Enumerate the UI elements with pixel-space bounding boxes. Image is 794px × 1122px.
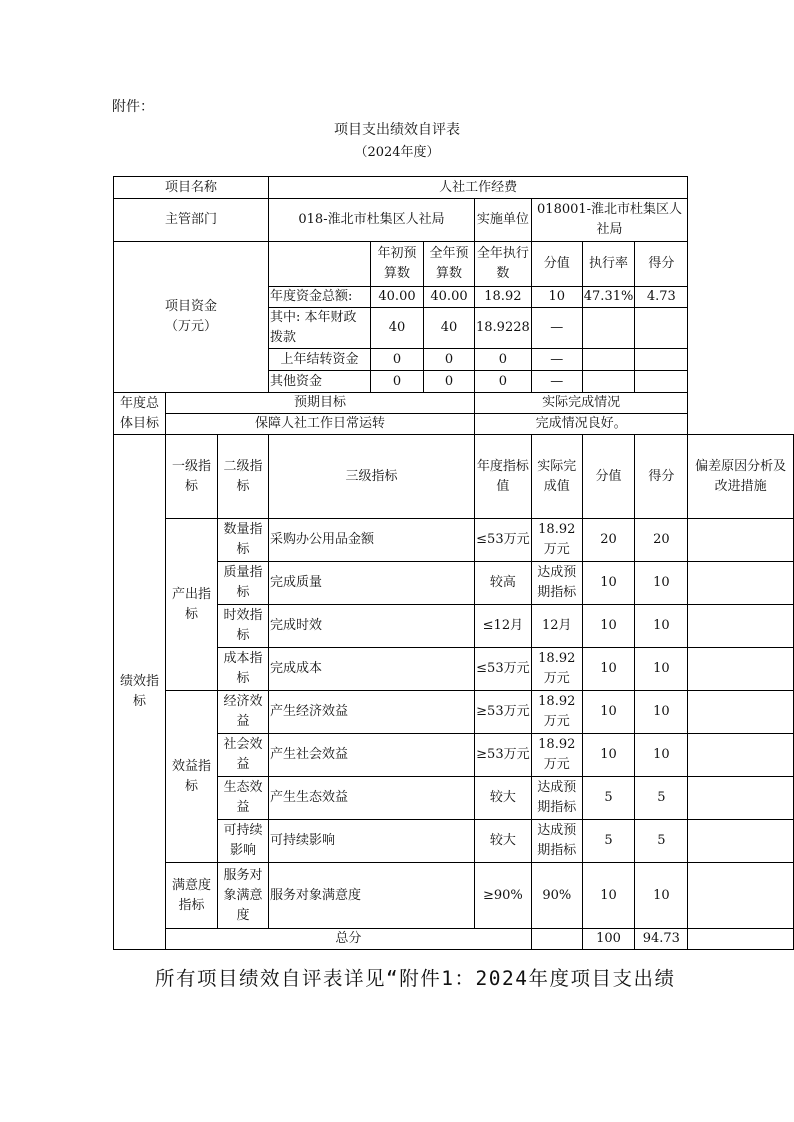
expected-goal-value: 保障人社工作日常运转	[166, 414, 475, 435]
value-cell: 5	[582, 777, 635, 820]
deviation-cell	[688, 519, 794, 562]
header-level2: 二级指标	[218, 435, 269, 519]
deviation-cell	[688, 863, 794, 929]
funds-label	[114, 242, 269, 393]
level2-cell: 时效指标	[218, 605, 269, 648]
value-cell: 10	[582, 562, 635, 605]
fund-row-value: —	[531, 371, 582, 393]
fund-row-exec: 18.9228	[475, 308, 532, 349]
target-cell: 较高	[475, 562, 532, 605]
score-cell: 5	[635, 777, 688, 820]
header-target: 年度指标值	[475, 435, 532, 519]
level3-cell: 采购办公用品金额	[269, 519, 475, 562]
deviation-cell	[688, 648, 794, 691]
fund-row-annual: 40	[424, 308, 475, 349]
total-deviation	[688, 929, 794, 950]
attachment-label: 附件：	[112, 99, 154, 115]
deviation-cell	[688, 605, 794, 648]
fund-row-value: —	[531, 308, 582, 349]
fund-row-label: 上年结转资金	[269, 349, 371, 371]
level3-cell: 服务对象满意度	[269, 863, 475, 929]
fund-row-rate	[582, 308, 635, 349]
expected-goal-header: 预期目标	[166, 393, 475, 414]
header-annual-exec: 全年执行数	[475, 242, 532, 287]
value-cell: 10	[582, 648, 635, 691]
funds-label-line1: 项目资金	[164, 299, 217, 314]
fund-row-score	[635, 349, 688, 371]
level3-cell: 产生生态效益	[269, 777, 475, 820]
header-actual: 实际完成值	[531, 435, 582, 519]
fund-row-label: 其他资金	[269, 371, 371, 393]
value-cell: 20	[582, 519, 635, 562]
target-cell: ≥53万元	[475, 691, 532, 734]
header-deviation: 偏差原因分析及改进措施	[688, 435, 794, 519]
impl-label: 实施单位	[475, 199, 532, 242]
fund-row-value: 10	[531, 287, 582, 308]
level1-output: 产出指标	[166, 519, 218, 691]
level2-cell: 社会效益	[218, 734, 269, 777]
indicators-section-label: 绩效指标	[114, 435, 166, 950]
actual-cell: 达成预期指标	[531, 820, 582, 863]
deviation-cell	[688, 562, 794, 605]
fund-row-initial: 0	[371, 349, 424, 371]
level3-cell: 完成时效	[269, 605, 475, 648]
score-cell: 10	[635, 863, 688, 929]
fund-row-label: 其中: 本年财政拨款	[269, 308, 371, 349]
header-level3: 三级指标	[269, 435, 475, 519]
actual-cell: 90%	[531, 863, 582, 929]
header-exec-rate: 执行率	[582, 242, 635, 287]
total-score: 94.73	[635, 929, 688, 950]
actual-cell: 18.92万元	[531, 519, 582, 562]
fund-row-annual: 0	[424, 349, 475, 371]
dept-value: 018-淮北市杜集区人社局	[269, 199, 475, 242]
level2-cell: 服务对象满意度	[218, 863, 269, 929]
level2-cell: 生态效益	[218, 777, 269, 820]
score-cell: 10	[635, 734, 688, 777]
target-cell: ≥90%	[475, 863, 532, 929]
actual-cell: 达成预期指标	[531, 777, 582, 820]
score-cell: 5	[635, 820, 688, 863]
header-initial-budget: 年初预算数	[371, 242, 424, 287]
fund-row-score	[635, 308, 688, 349]
actual-cell: 达成预期指标	[531, 562, 582, 605]
fund-row-exec: 0	[475, 371, 532, 393]
actual-cell: 18.92万元	[531, 648, 582, 691]
fund-row-exec: 18.92	[475, 287, 532, 308]
deviation-cell	[688, 777, 794, 820]
header-score-value: 分值	[531, 242, 582, 287]
header-score: 得分	[635, 242, 688, 287]
target-cell: 较大	[475, 777, 532, 820]
fund-row-score: 4.73	[635, 287, 688, 308]
deviation-cell	[688, 820, 794, 863]
fund-row-rate	[582, 349, 635, 371]
actual-cell: 12月	[531, 605, 582, 648]
target-cell: ≤12月	[475, 605, 532, 648]
fund-row-value: —	[531, 349, 582, 371]
fund-row-rate: 47.31%	[582, 287, 635, 308]
project-name-label: 项目名称	[114, 177, 269, 199]
target-cell: 较大	[475, 820, 532, 863]
funds-label-line2: （万元）	[164, 319, 217, 334]
actual-goal-header: 实际完成情况	[475, 393, 688, 414]
header-score: 得分	[635, 435, 688, 519]
level1-satisfaction: 满意度指标	[166, 863, 218, 929]
page-title: 项目支出绩效自评表	[334, 122, 460, 138]
level2-cell: 可持续影响	[218, 820, 269, 863]
level3-cell: 完成成本	[269, 648, 475, 691]
fund-row-initial: 0	[371, 371, 424, 393]
fund-row-exec: 0	[475, 349, 532, 371]
total-label: 总分	[166, 929, 532, 950]
value-cell: 10	[582, 605, 635, 648]
score-cell: 10	[635, 691, 688, 734]
footer-text: 所有项目绩效自评表详见“附件1：2024年度项目支出绩	[155, 967, 676, 990]
level3-cell: 产生社会效益	[269, 734, 475, 777]
fund-row-initial: 40.00	[371, 287, 424, 308]
level2-cell: 数量指标	[218, 519, 269, 562]
funds-header-blank	[269, 242, 371, 287]
total-value: 100	[582, 929, 635, 950]
value-cell: 5	[582, 820, 635, 863]
actual-cell: 18.92万元	[531, 734, 582, 777]
fund-row-label: 年度资金总额:	[269, 287, 371, 308]
score-cell: 10	[635, 648, 688, 691]
fund-row-initial: 40	[371, 308, 424, 349]
score-cell: 10	[635, 562, 688, 605]
header-level1: 一级指标	[166, 435, 218, 519]
project-name-value: 人社工作经费	[269, 177, 688, 199]
fund-row-score	[635, 371, 688, 393]
value-cell: 10	[582, 691, 635, 734]
level3-cell: 可持续影响	[269, 820, 475, 863]
header-annual-budget: 全年预算数	[424, 242, 475, 287]
fund-row-annual: 40.00	[424, 287, 475, 308]
fund-row-rate	[582, 371, 635, 393]
header-value: 分值	[582, 435, 635, 519]
level2-cell: 成本指标	[218, 648, 269, 691]
level2-cell: 经济效益	[218, 691, 269, 734]
value-cell: 10	[582, 734, 635, 777]
self-evaluation-table	[113, 176, 794, 950]
total-blank	[531, 929, 582, 950]
deviation-cell	[688, 734, 794, 777]
level3-cell: 产生经济效益	[269, 691, 475, 734]
actual-goal-value: 完成情况良好。	[475, 414, 688, 435]
score-cell: 20	[635, 519, 688, 562]
value-cell: 10	[582, 863, 635, 929]
dept-label: 主管部门	[114, 199, 269, 242]
actual-cell: 18.92万元	[531, 691, 582, 734]
level2-cell: 质量指标	[218, 562, 269, 605]
goals-label: 年度总体目标	[114, 393, 166, 435]
deviation-cell	[688, 691, 794, 734]
level3-cell: 完成质量	[269, 562, 475, 605]
target-cell: ≤53万元	[475, 519, 532, 562]
target-cell: ≤53万元	[475, 648, 532, 691]
target-cell: ≥53万元	[475, 734, 532, 777]
page-subtitle: （2024年度）	[354, 145, 440, 160]
fund-row-annual: 0	[424, 371, 475, 393]
impl-value: 018001-淮北市杜集区人社局	[531, 199, 688, 242]
score-cell: 10	[635, 605, 688, 648]
level1-benefit: 效益指标	[166, 691, 218, 863]
